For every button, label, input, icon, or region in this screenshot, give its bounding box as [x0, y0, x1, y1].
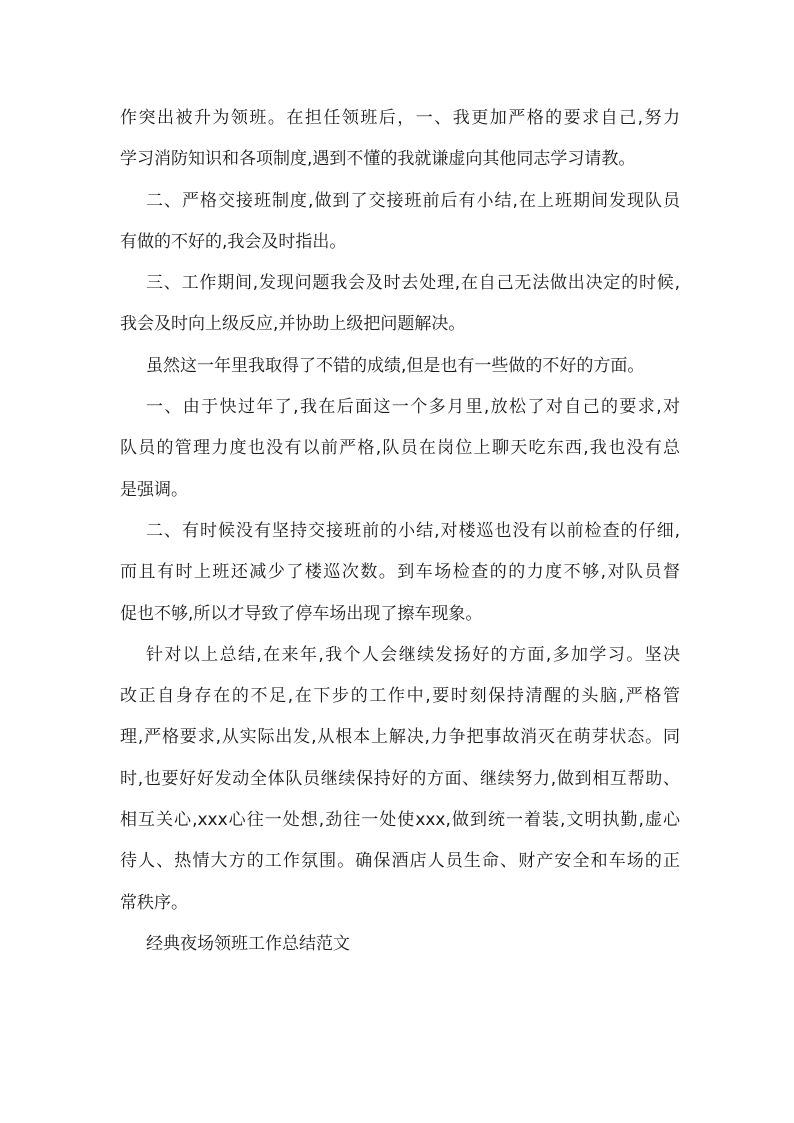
text-line: 我会及时向上级反应,并协助上级把问题解决。 [120, 314, 466, 335]
text-line: 虽然这一年里我取得了不错的成绩,但是也有一些做的不好的方面。 [146, 355, 645, 376]
text-line: 三、工作期间,发现问题我会及时去处理,在自己无法做出决定的时候, [146, 273, 680, 294]
text-line: 常秩序。 [120, 892, 188, 913]
text-line: 理,严格要求,从实际出发,从根本上解决,力争把事故消灭在萌芽状态。同 [120, 727, 680, 748]
section-title: 经典夜场领班工作总结范文 [146, 933, 350, 954]
text-line: 相互关心,xxx心往一处想,劲往一处使xxx,做到统一着装,文明执勤,虚心 [120, 810, 680, 831]
text-line: 待人、热情大方的工作氛围。确保酒店人员生命、财产安全和车场的正 [120, 851, 680, 872]
text-line: 二、有时候没有坚持交接班前的小结,对楼巡也没有以前检查的仔细, [146, 520, 680, 541]
text-line: 作突出被升为领班。在担任领班后，一、我更加严格的要求自己,努力 [120, 108, 680, 128]
text-line: 二、严格交接班制度,做到了交接班前后有小结,在上班期间发现队员 [146, 190, 680, 211]
text-line: 学习消防知识和各项制度,遇到不懂的我就谦虚向其他同志学习请教。 [120, 149, 636, 170]
text-line: 针对以上总结,在来年,我个人会继续发扬好的方面,多加学习。坚决 [146, 644, 680, 665]
text-line: 有做的不好的,我会及时指出。 [120, 231, 347, 252]
text-line: 时,也要好好发动全体队员继续保持好的方面、继续努力,做到相互帮助、 [120, 768, 680, 789]
document-body [120, 98, 680, 965]
text-line: 一、由于快过年了,我在后面这一个多月里,放松了对自己的要求,对 [146, 397, 680, 418]
text-line: 是强调。 [120, 479, 188, 500]
text-line: 而且有时上班还减少了楼巡次数。到车场检查的的力度不够,对队员督 [120, 562, 680, 583]
text-line: 改正自身存在的不足,在下步的工作中,要时刻保持清醒的头脑,严格管 [120, 686, 680, 707]
text-line: 促也不够,所以才导致了停车场出现了擦车现象。 [120, 603, 483, 624]
text-line: 队员的管理力度也没有以前严格,队员在岗位上聊天吃东西,我也没有总 [120, 438, 680, 459]
